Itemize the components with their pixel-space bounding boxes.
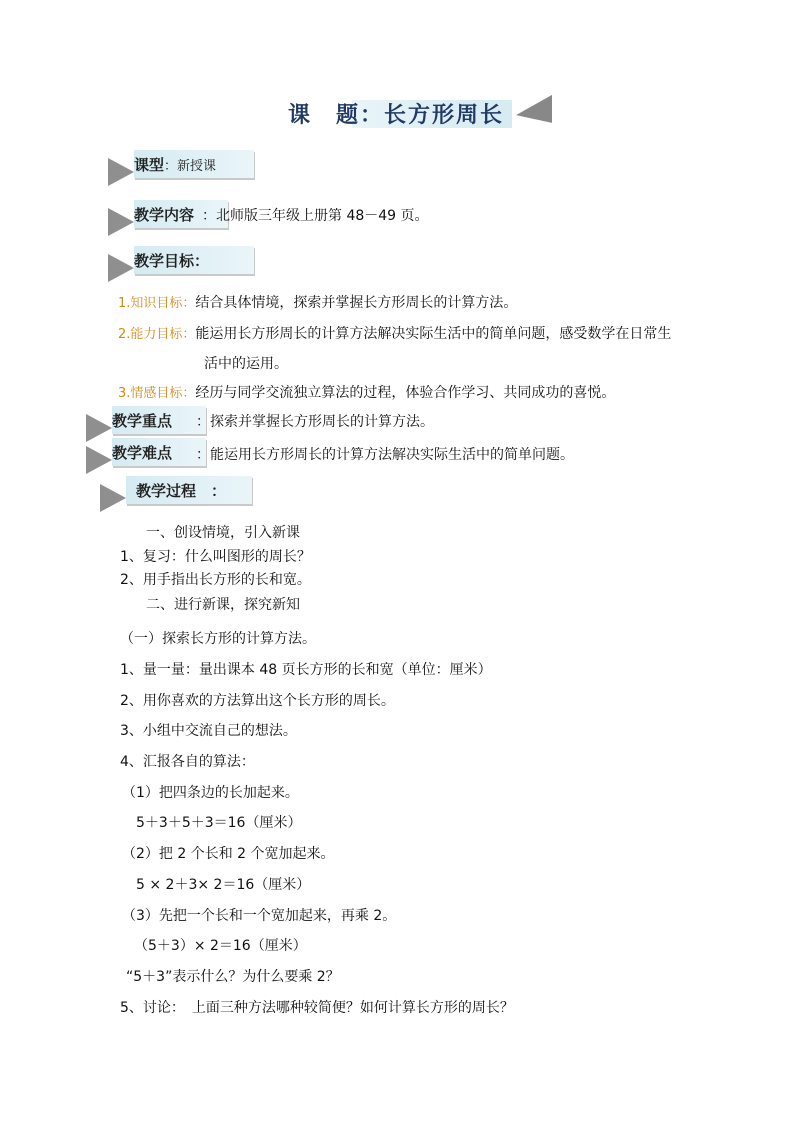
key-point-value: ：探索并掌握长方形周长的计算方法。 [196, 414, 434, 430]
objective-1-label: 1.知识目标： [118, 296, 196, 311]
content-value: ：北师版三年级上册第 48－49 页。 [202, 208, 429, 224]
content-label: 教学内容 [134, 206, 195, 224]
page-title: 课 题：长方形周长 [288, 103, 505, 128]
objective-3-label: 3.情感目标： [118, 386, 196, 401]
difficulty-ribbon [86, 438, 206, 468]
objective-2-text: 能运用长方形周长的计算方法解决实际生活中的简单问题，感受数学在日常生 [195, 326, 672, 342]
process-line: 1、复习：什么叫图形的周长？ [120, 549, 311, 565]
title-ribbon-tail [516, 95, 552, 129]
difficulty-value: ：能运用长方形周长的计算方法解决实际生活中的简单问题。 [196, 447, 574, 463]
process-line: （1）把四条边的长加起来。 [122, 785, 299, 801]
process-line: 2、用你喜欢的方法算出这个长方形的周长。 [120, 693, 395, 709]
process-line: 一、创设情境，引入新课 [146, 525, 300, 541]
process-line: （一）探索长方形的计算方法。 [120, 631, 316, 647]
lesson-type-value: ：新授课 [164, 159, 217, 174]
objective-3-text: 经历与同学交流独立算法的过程，体验合作学习、共同成功的喜悦。 [195, 385, 616, 401]
process-line: 3、小组中交流自己的想法。 [120, 723, 297, 739]
objective-1 [118, 292, 517, 312]
process-line: 1、量一量：量出课本 48 页长方形的长和宽（单位：厘米） [120, 662, 492, 678]
process-ribbon [100, 476, 252, 506]
difficulty-label: 教学难点 [112, 444, 173, 462]
process-label: 教学过程 ： [136, 482, 227, 500]
process-line: 5、讨论： 上面三种方法哪种较简便？如何计算长方形的周长？ [120, 1000, 514, 1016]
objective-2-label: 2.能力目标： [118, 327, 196, 342]
process-line: 二、进行新课，探究新知 [146, 597, 300, 613]
lesson-type-label: 课型 [134, 156, 165, 174]
process-line: （5＋3）× 2＝16（厘米） [134, 938, 307, 954]
key-point-label: 教学重点 [112, 412, 173, 430]
key-point-ribbon [86, 406, 206, 436]
title-banner [280, 96, 516, 132]
process-line: （2）把 2 个长和 2 个宽加起来。 [122, 846, 335, 862]
process-line: 4、汇报各自的算法： [120, 754, 255, 770]
process-line: 5＋3＋5＋3＝16（厘米） [136, 815, 302, 831]
process-line: 2、用手指出长方形的长和宽。 [120, 572, 311, 588]
lesson-type-ribbon [108, 150, 254, 180]
objective-1-text: 结合具体情境，探索并掌握长方形周长的计算方法。 [195, 295, 518, 311]
objectives-label: 教学目标： [134, 252, 210, 270]
process-line: “5＋3”表示什么？为什么要乘 2？ [126, 969, 340, 985]
objective-2-text-cont: 活中的运用。 [204, 356, 288, 372]
objectives-ribbon [108, 246, 254, 276]
objective-3 [118, 382, 615, 402]
objective-2 [118, 323, 671, 343]
process-line: 5 × 2＋3× 2＝16（厘米） [136, 877, 311, 893]
process-line: （3）先把一个长和一个宽加起来，再乘 2。 [122, 908, 397, 924]
